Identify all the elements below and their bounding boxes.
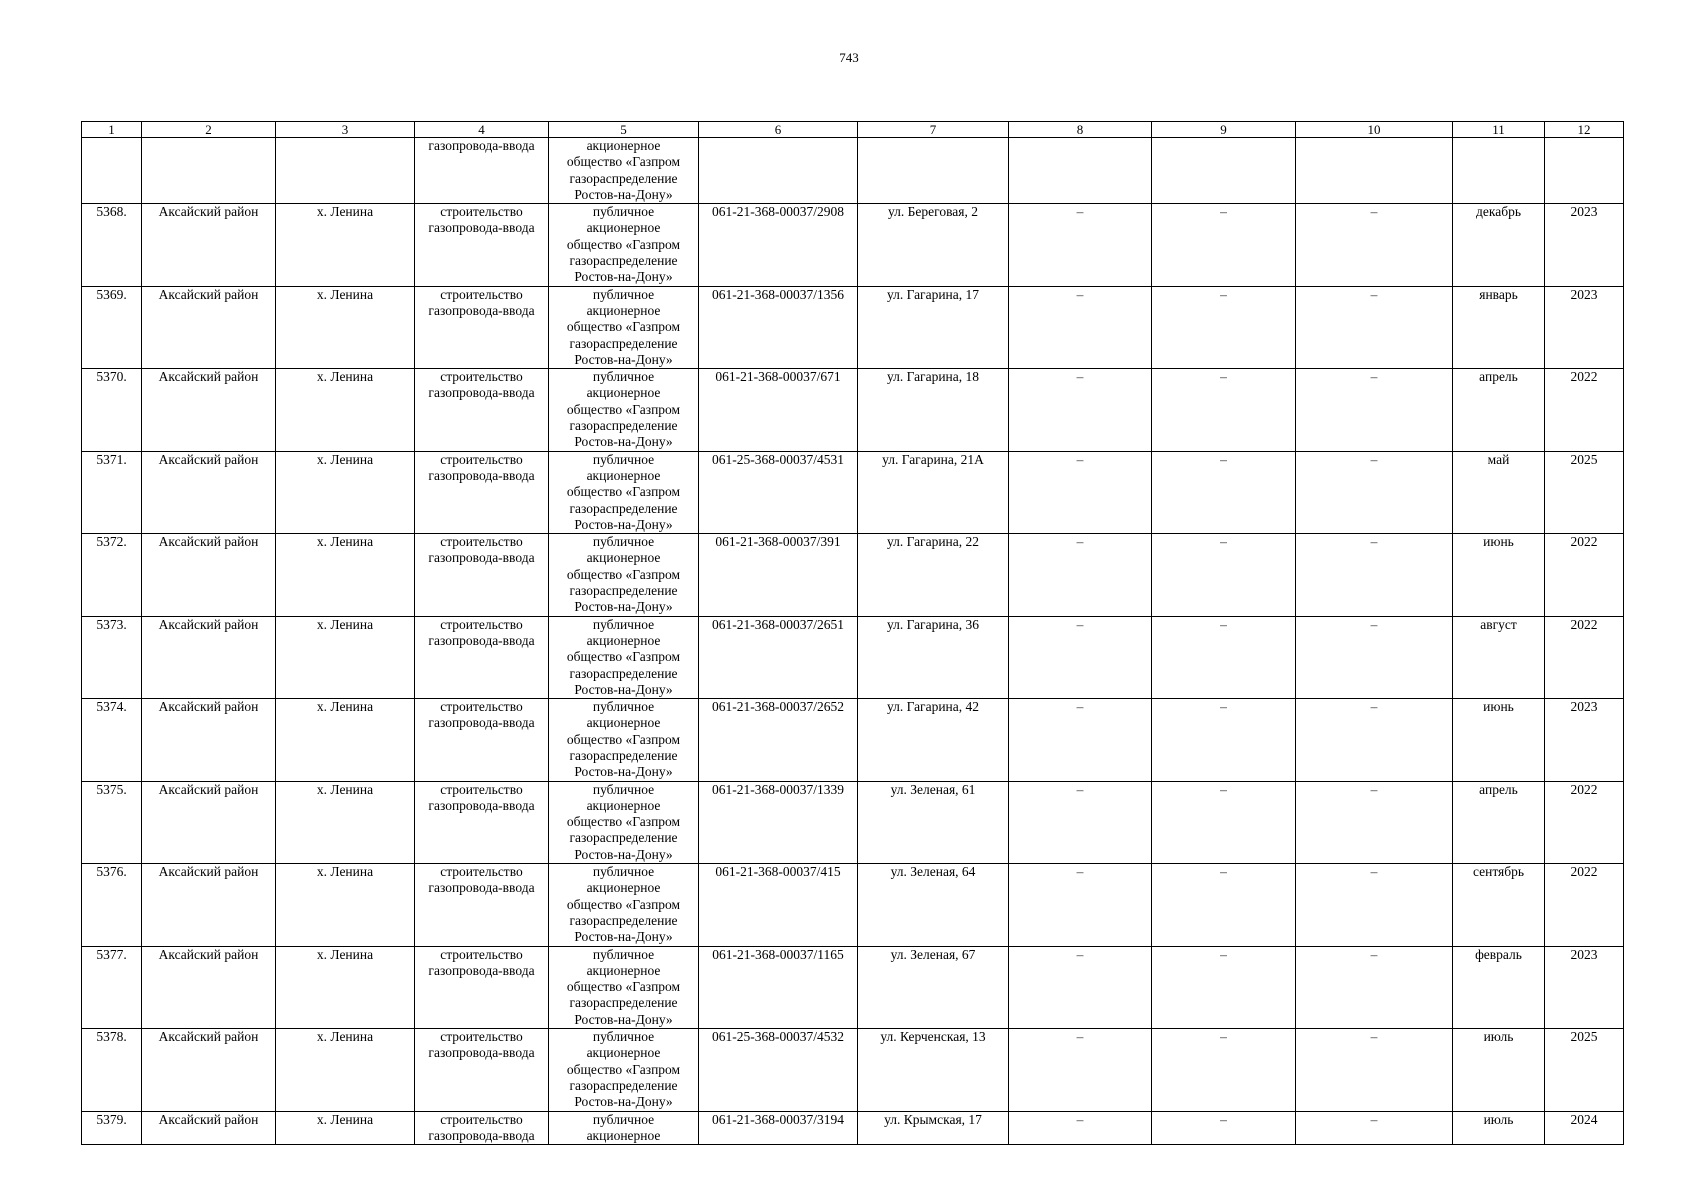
operator-line: Ростов-на-Дону» <box>574 516 673 532</box>
cell-operator <box>549 864 699 946</box>
cell-operator <box>549 616 699 698</box>
col-header: 11 <box>1453 122 1545 138</box>
cell-locality: х. Ленина <box>276 616 415 698</box>
operator-line: Ростов-на-Дону» <box>574 1011 673 1027</box>
cell-id: 061-21-368-00037/2652 <box>699 699 858 781</box>
cell-num: 5377. <box>82 946 142 1028</box>
cell-c9: – <box>1152 946 1296 1028</box>
cell-locality: х. Ленина <box>276 864 415 946</box>
operator-line: акционерное <box>586 962 661 978</box>
operator-line: газораспределение <box>569 335 678 351</box>
cell-c8: – <box>1009 1111 1152 1145</box>
operator-line: общество «Газпром <box>566 1061 681 1077</box>
operator-line: акционерное <box>586 797 661 813</box>
cell-id: 061-21-368-00037/415 <box>699 864 858 946</box>
cell-work: строительство газопровода-ввода <box>415 286 549 368</box>
operator-line: акционерное <box>586 467 661 483</box>
cell-year: 2022 <box>1545 616 1624 698</box>
operator-line: акционерное <box>586 302 661 318</box>
cell-c8: – <box>1009 864 1152 946</box>
cell-c8: – <box>1009 1029 1152 1111</box>
operator-line: общество «Газпром <box>566 649 681 665</box>
cell-locality <box>276 138 415 204</box>
header-row <box>82 122 1624 138</box>
operator-line: Ростов-на-Дону» <box>574 846 673 862</box>
cell-district: Аксайский район <box>142 1111 276 1145</box>
cell-operator <box>549 946 699 1028</box>
cell-address: ул. Гагарина, 18 <box>858 369 1009 451</box>
cell-c8: – <box>1009 699 1152 781</box>
table-row <box>82 946 1624 1028</box>
cell-num: 5368. <box>82 204 142 286</box>
cell-locality: х. Ленина <box>276 451 415 533</box>
cell-work: строительство газопровода-ввода <box>415 699 549 781</box>
cell-work: строительство газопровода-ввода <box>415 204 549 286</box>
cell-work: строительство газопровода-ввода <box>415 946 549 1028</box>
cell-year: 2025 <box>1545 1029 1624 1111</box>
col-header: 8 <box>1009 122 1152 138</box>
operator-line: Ростов-на-Дону» <box>574 434 673 450</box>
cell-month: июнь <box>1453 699 1545 781</box>
cell-year: 2022 <box>1545 369 1624 451</box>
cell-year <box>1545 138 1624 204</box>
cell-operator <box>549 1111 699 1145</box>
cell-month: апрель <box>1453 781 1545 863</box>
cell-c10: – <box>1296 534 1453 616</box>
cell-work: строительство газопровода-ввода <box>415 781 549 863</box>
cell-district: Аксайский район <box>142 616 276 698</box>
cell-month: август <box>1453 616 1545 698</box>
cell-c9: – <box>1152 616 1296 698</box>
cell-c10: – <box>1296 781 1453 863</box>
table-row <box>82 204 1624 286</box>
operator-line: общество «Газпром <box>566 484 681 500</box>
cell-year: 2022 <box>1545 534 1624 616</box>
cell-month: декабрь <box>1453 204 1545 286</box>
cell-address: ул. Зеленая, 61 <box>858 781 1009 863</box>
cell-locality: х. Ленина <box>276 286 415 368</box>
cell-address: ул. Зеленая, 64 <box>858 864 1009 946</box>
operator-line: газораспределение <box>569 995 678 1011</box>
cell-id: 061-21-368-00037/1165 <box>699 946 858 1028</box>
page-number: 743 <box>839 50 859 65</box>
operator-line: общество «Газпром <box>566 566 681 582</box>
operator-line: общество «Газпром <box>566 979 681 995</box>
col-header: 12 <box>1545 122 1624 138</box>
cell-year: 2023 <box>1545 699 1624 781</box>
operator-line: газораспределение <box>569 253 678 269</box>
cell-year: 2023 <box>1545 286 1624 368</box>
cell-locality: х. Ленина <box>276 534 415 616</box>
operator-line: публичное <box>592 946 655 962</box>
cell-operator <box>549 781 699 863</box>
cell-district: Аксайский район <box>142 946 276 1028</box>
cell-c8 <box>1009 138 1152 204</box>
operator-line: акционерное <box>586 715 661 731</box>
cell-district: Аксайский район <box>142 369 276 451</box>
cell-c8: – <box>1009 616 1152 698</box>
cell-year: 2022 <box>1545 781 1624 863</box>
cell-id: 061-21-368-00037/1339 <box>699 781 858 863</box>
cell-c8: – <box>1009 534 1152 616</box>
operator-line: газораспределение <box>569 583 678 599</box>
table-row <box>82 781 1624 863</box>
table-row <box>82 864 1624 946</box>
col-header: 2 <box>142 122 276 138</box>
cell-num: 5374. <box>82 699 142 781</box>
cell-operator <box>549 204 699 286</box>
cell-c10: – <box>1296 864 1453 946</box>
table-row <box>82 699 1624 781</box>
operator-line: Ростов-на-Дону» <box>574 764 673 780</box>
cell-num: 5369. <box>82 286 142 368</box>
cell-locality: х. Ленина <box>276 1029 415 1111</box>
operator-line: общество «Газпром <box>566 401 681 417</box>
operator-line: акционерное <box>586 880 661 896</box>
operator-line: общество «Газпром <box>566 731 681 747</box>
operator-line: акционерное <box>586 550 661 566</box>
cell-c10: – <box>1296 369 1453 451</box>
cell-num <box>82 138 142 204</box>
cell-c10: – <box>1296 286 1453 368</box>
operator-line: газораспределение <box>569 665 678 681</box>
operator-line: Ростов-на-Дону» <box>574 351 673 367</box>
cell-id: 061-21-368-00037/2908 <box>699 204 858 286</box>
cell-num: 5379. <box>82 1111 142 1145</box>
cell-work: строительство газопровода-ввода <box>415 616 549 698</box>
cell-locality: х. Ленина <box>276 204 415 286</box>
cell-c9: – <box>1152 534 1296 616</box>
operator-line: Ростов-на-Дону» <box>574 186 673 202</box>
cell-address <box>858 138 1009 204</box>
cell-month: сентябрь <box>1453 864 1545 946</box>
operator-line: акционерное <box>586 1127 661 1143</box>
col-header: 1 <box>82 122 142 138</box>
table-row <box>82 369 1624 451</box>
operator-line: газораспределение <box>569 500 678 516</box>
cell-address: ул. Гагарина, 36 <box>858 616 1009 698</box>
operator-line: Ростов-на-Дону» <box>574 681 673 697</box>
cell-id: 061-21-368-00037/1356 <box>699 286 858 368</box>
cell-id <box>699 138 858 204</box>
operator-line: публичное <box>592 534 655 550</box>
cell-month: май <box>1453 451 1545 533</box>
operator-line: акционерное <box>586 632 661 648</box>
operator-line: публичное <box>592 616 655 632</box>
cell-address: ул. Керченская, 13 <box>858 1029 1009 1111</box>
cell-num: 5373. <box>82 616 142 698</box>
operator-line: публичное <box>592 286 655 302</box>
cell-month: январь <box>1453 286 1545 368</box>
cell-id: 061-21-368-00037/3194 <box>699 1111 858 1145</box>
table-row <box>82 1111 1624 1145</box>
cell-operator <box>549 534 699 616</box>
operator-line: газораспределение <box>569 912 678 928</box>
cell-year: 2024 <box>1545 1111 1624 1145</box>
table-row <box>82 1029 1624 1111</box>
operator-line: газораспределение <box>569 830 678 846</box>
cell-c9: – <box>1152 781 1296 863</box>
cell-c10: – <box>1296 1111 1453 1145</box>
col-header: 4 <box>415 122 549 138</box>
operator-line: публичное <box>592 451 655 467</box>
operator-line: публичное <box>592 699 655 715</box>
operator-line: общество «Газпром <box>566 319 681 335</box>
cell-address: ул. Крымская, 17 <box>858 1111 1009 1145</box>
cell-address: ул. Зеленая, 67 <box>858 946 1009 1028</box>
operator-line: Ростов-на-Дону» <box>574 1094 673 1110</box>
cell-c9: – <box>1152 1111 1296 1145</box>
operator-line: Ростов-на-Дону» <box>574 599 673 615</box>
cell-c8: – <box>1009 286 1152 368</box>
cell-c9: – <box>1152 286 1296 368</box>
cell-month <box>1453 138 1545 204</box>
cell-c8: – <box>1009 204 1152 286</box>
cell-district: Аксайский район <box>142 204 276 286</box>
col-header: 9 <box>1152 122 1296 138</box>
cell-district: Аксайский район <box>142 286 276 368</box>
operator-line: публичное <box>592 781 655 797</box>
operator-line: общество «Газпром <box>566 814 681 830</box>
operator-line: акционерное <box>586 385 661 401</box>
cell-c9: – <box>1152 204 1296 286</box>
cell-month: июль <box>1453 1029 1545 1111</box>
cell-address: ул. Гагарина, 22 <box>858 534 1009 616</box>
cell-num: 5371. <box>82 451 142 533</box>
cell-c8: – <box>1009 946 1152 1028</box>
registry-table <box>81 121 1624 1145</box>
cell-c9: – <box>1152 451 1296 533</box>
cell-month: апрель <box>1453 369 1545 451</box>
cell-c10: – <box>1296 204 1453 286</box>
operator-line: газораспределение <box>569 170 678 186</box>
cell-num: 5378. <box>82 1029 142 1111</box>
cell-c9 <box>1152 138 1296 204</box>
cell-c9: – <box>1152 369 1296 451</box>
cell-year: 2023 <box>1545 946 1624 1028</box>
operator-line: общество «Газпром <box>566 896 681 912</box>
operator-line: общество «Газпром <box>566 154 681 170</box>
operator-line: публичное <box>592 864 655 880</box>
cell-id: 061-21-368-00037/2651 <box>699 616 858 698</box>
table-row <box>82 451 1624 533</box>
cell-c9: – <box>1152 864 1296 946</box>
cell-district: Аксайский район <box>142 699 276 781</box>
cell-work: строительство газопровода-ввода <box>415 451 549 533</box>
operator-line: публичное <box>592 204 655 220</box>
cell-operator <box>549 138 699 204</box>
cell-locality: х. Ленина <box>276 781 415 863</box>
operator-line: публичное <box>592 1029 655 1045</box>
cell-address: ул. Гагарина, 21А <box>858 451 1009 533</box>
cell-operator <box>549 699 699 781</box>
cell-c10: – <box>1296 451 1453 533</box>
cell-c8: – <box>1009 451 1152 533</box>
cell-district: Аксайский район <box>142 864 276 946</box>
operator-line: акционерное <box>586 220 661 236</box>
cell-month: июль <box>1453 1111 1545 1145</box>
cell-district: Аксайский район <box>142 534 276 616</box>
cell-operator <box>549 1029 699 1111</box>
cell-c10: – <box>1296 616 1453 698</box>
cell-work: строительство газопровода-ввода <box>415 534 549 616</box>
cell-num: 5375. <box>82 781 142 863</box>
operator-line: газораспределение <box>569 1077 678 1093</box>
operator-line: Ростов-на-Дону» <box>574 269 673 285</box>
table-row <box>82 616 1624 698</box>
cell-num: 5372. <box>82 534 142 616</box>
operator-line: публичное <box>592 1111 655 1127</box>
cell-c9: – <box>1152 699 1296 781</box>
cell-c8: – <box>1009 781 1152 863</box>
cell-operator <box>549 369 699 451</box>
table-row <box>82 534 1624 616</box>
operator-line: общество «Газпром <box>566 236 681 252</box>
operator-line: акционерное <box>586 1045 661 1061</box>
cell-month: июнь <box>1453 534 1545 616</box>
cell-locality: х. Ленина <box>276 946 415 1028</box>
cell-district: Аксайский район <box>142 451 276 533</box>
cell-c9: – <box>1152 1029 1296 1111</box>
cell-year: 2022 <box>1545 864 1624 946</box>
cell-district: Аксайский район <box>142 1029 276 1111</box>
operator-line: Ростов-на-Дону» <box>574 929 673 945</box>
cell-district: Аксайский район <box>142 781 276 863</box>
cell-district <box>142 138 276 204</box>
col-header: 3 <box>276 122 415 138</box>
col-header: 10 <box>1296 122 1453 138</box>
cell-work: строительство газопровода-ввода <box>415 864 549 946</box>
cell-address: ул. Гагарина, 17 <box>858 286 1009 368</box>
cell-year: 2025 <box>1545 451 1624 533</box>
cell-c10: – <box>1296 946 1453 1028</box>
cell-work: строительство газопровода-ввода <box>415 1111 549 1145</box>
cell-id: 061-25-368-00037/4531 <box>699 451 858 533</box>
cell-work: газопровода-ввода <box>415 138 549 204</box>
operator-line: газораспределение <box>569 418 678 434</box>
cell-c10: – <box>1296 1029 1453 1111</box>
cell-id: 061-25-368-00037/4532 <box>699 1029 858 1111</box>
cell-month: февраль <box>1453 946 1545 1028</box>
col-header: 6 <box>699 122 858 138</box>
cell-work: строительство газопровода-ввода <box>415 1029 549 1111</box>
cell-year: 2023 <box>1545 204 1624 286</box>
table-row <box>82 286 1624 368</box>
col-header: 7 <box>858 122 1009 138</box>
cell-c10: – <box>1296 699 1453 781</box>
continuation-row <box>82 138 1624 204</box>
cell-num: 5370. <box>82 369 142 451</box>
cell-locality: х. Ленина <box>276 699 415 781</box>
cell-id: 061-21-368-00037/391 <box>699 534 858 616</box>
operator-line: газораспределение <box>569 747 678 763</box>
operator-line: акционерное <box>586 138 661 153</box>
operator-line: публичное <box>592 369 655 385</box>
cell-operator <box>549 286 699 368</box>
cell-c10 <box>1296 138 1453 204</box>
cell-operator <box>549 451 699 533</box>
cell-address: ул. Гагарина, 42 <box>858 699 1009 781</box>
cell-num: 5376. <box>82 864 142 946</box>
col-header: 5 <box>549 122 699 138</box>
cell-work: строительство газопровода-ввода <box>415 369 549 451</box>
cell-id: 061-21-368-00037/671 <box>699 369 858 451</box>
cell-locality: х. Ленина <box>276 1111 415 1145</box>
cell-address: ул. Береговая, 2 <box>858 204 1009 286</box>
cell-c8: – <box>1009 369 1152 451</box>
cell-locality: х. Ленина <box>276 369 415 451</box>
